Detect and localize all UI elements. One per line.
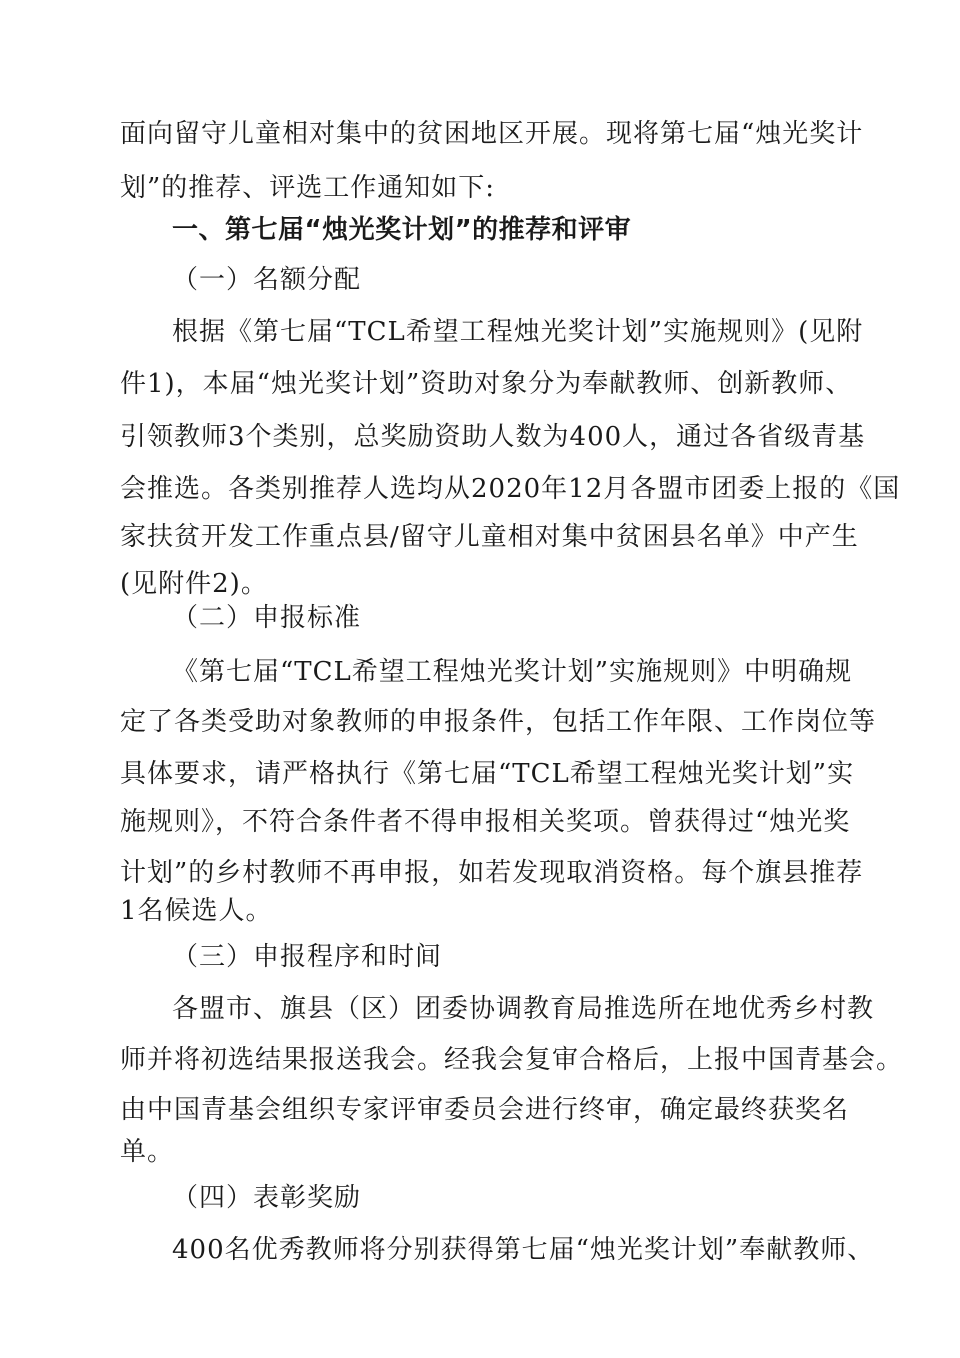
section-heading: 一、第七届“烛光奖计划”的推荐和评审 (172, 215, 632, 245)
body-text-line: 面向留守儿童相对集中的贫困地区开展。现将第七届“烛光奖计 (120, 119, 864, 149)
body-text-line: 具体要求，请严格执行《第七届“TCL希望工程烛光奖计划”实 (120, 759, 855, 789)
body-text-line: 师并将初选结果报送我会。经我会复审合格后，上报中国青基会。 (120, 1045, 904, 1075)
body-text-line: 根据《第七届“TCL希望工程烛光奖计划”实施规则》(见附 (172, 317, 864, 347)
body-text-line: 引领教师3个类别，总奖励资助人数为400人，通过各省级青基 (120, 422, 866, 452)
subsection-heading: （三）申报程序和时间 (172, 942, 443, 972)
body-text-line: 1名候选人。 (120, 896, 273, 926)
body-text-line: 各盟市、旗县（区）团委协调教育局推选所在地优秀乡村教 (172, 994, 875, 1024)
body-text-line: 定了各类受助对象教师的申报条件，包括工作年限、工作岗位等 (120, 707, 877, 737)
body-text-line: 件1)，本届“烛光奖计划”资助对象分为奉献教师、创新教师、 (120, 369, 853, 399)
body-text-line: 由中国青基会组织专家评审委员会进行终审，确定最终获奖名 (120, 1095, 850, 1125)
body-text-line: 《第七届“TCL希望工程烛光奖计划”实施规则》中明确规 (172, 657, 853, 687)
body-text-line: 计划”的乡村教师不再申报，如若发现取消资格。每个旗县推荐 (120, 858, 864, 888)
body-text-line: 会推选。各类别推荐人选均从2020年12月各盟市团委上报的《国 (120, 474, 901, 504)
subsection-heading: （二）申报标准 (172, 603, 362, 633)
body-text-line: 400名优秀教师将分别获得第七届“烛光奖计划”奉献教师、 (172, 1235, 875, 1265)
body-text-line: 家扶贫开发工作重点县/留守儿童相对集中贫困县名单》中产生 (120, 522, 859, 552)
body-text-line: 施规则》，不符合条件者不得申报相关奖项。曾获得过“烛光奖 (120, 807, 851, 837)
subsection-heading: （一）名额分配 (172, 265, 362, 295)
body-text-line: 单。 (120, 1137, 175, 1167)
body-text-line: 划”的推荐、评选工作通知如下: (120, 173, 496, 203)
subsection-heading: （四）表彰奖励 (172, 1183, 362, 1213)
body-text-line: (见附件2)。 (120, 569, 268, 599)
